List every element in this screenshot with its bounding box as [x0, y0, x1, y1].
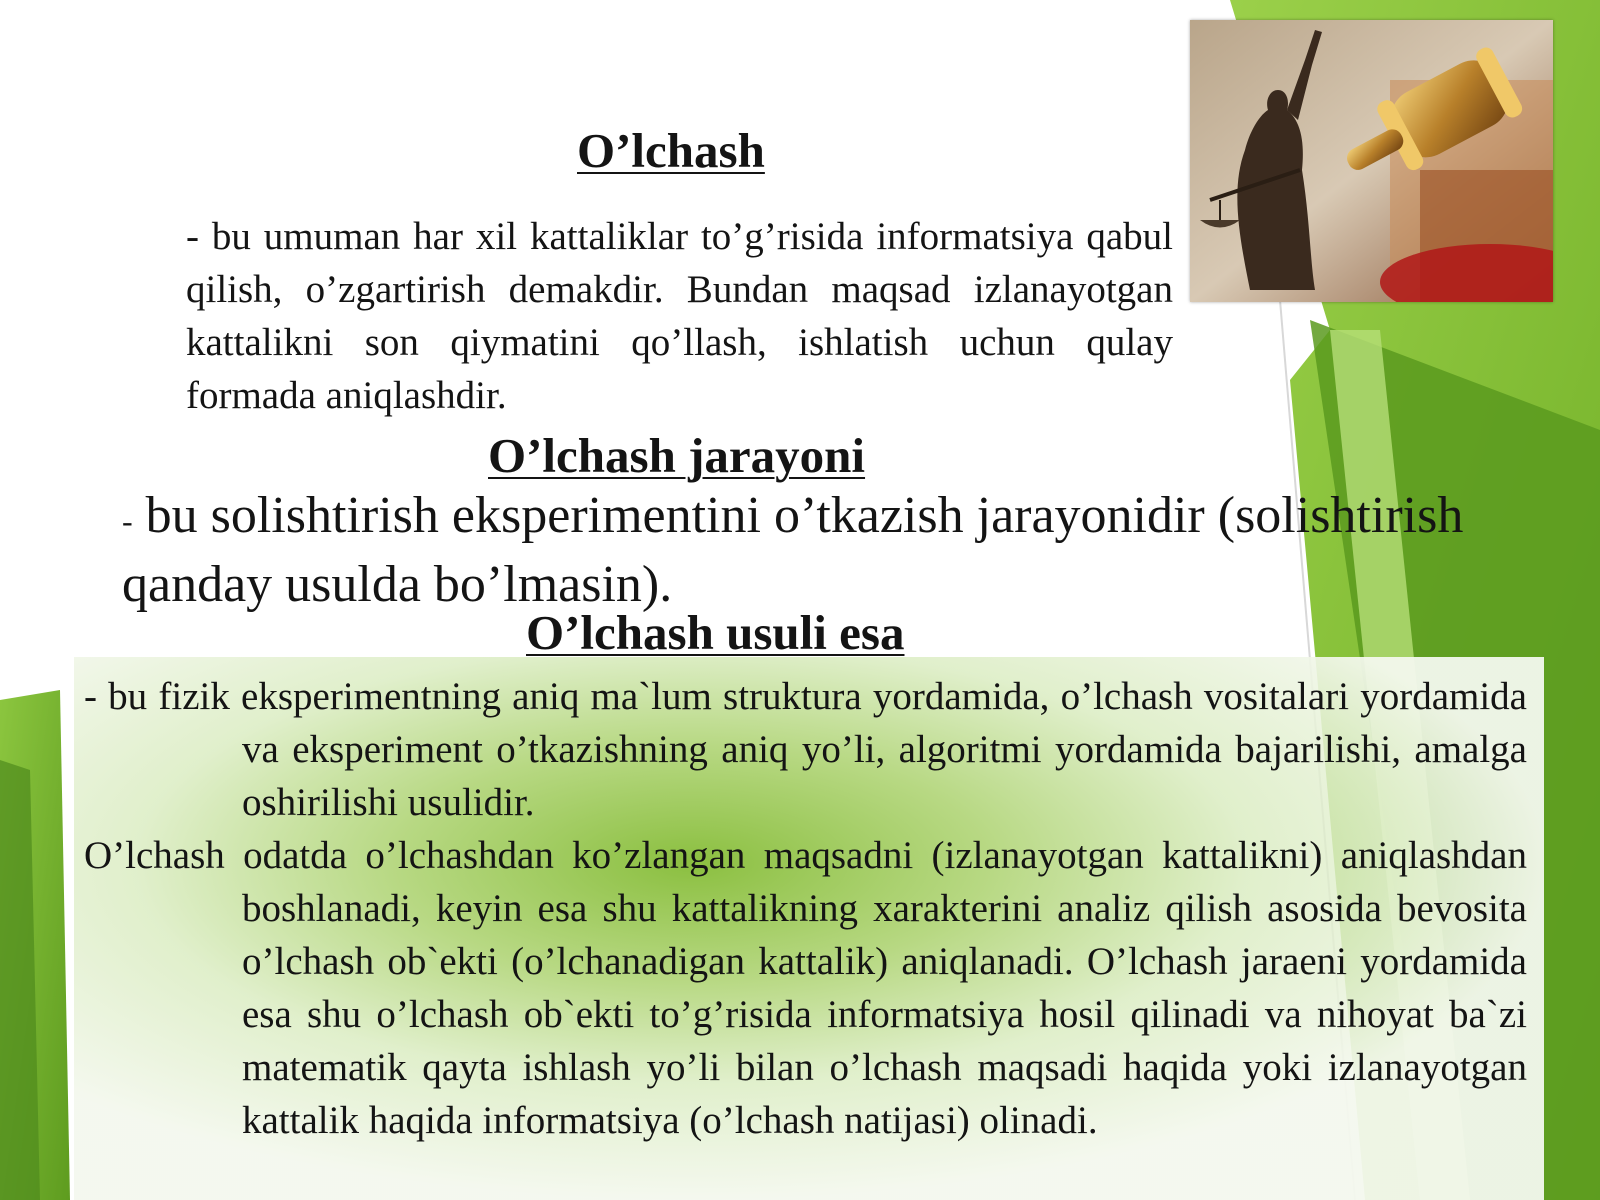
heading-olchash-usuli: O’lchash usuli esa — [526, 605, 905, 660]
method-paragraph-2: O’lchash odatda o’lchashdan ko’zlangan maqsadni (izlanayotgan kattalikni) aniqlashdan boshlanadi, keyin esa shu kattalikning xarakterini analiz qilish asosida bevosita o’lchash ob`ekti (o’lchanadigan kattalik) aniqlanadi. O’lchash jaraeni yordamida esa shu o’lchash ob`ekti to’g’risida informatsiya hosil qilinadi va nihoyat ba`zi matematik qayta ishlash yo’li bilan o’lchash maqsadi haqida yoki izlanayotgan kattalik haqida informatsiya (o’lchash natijasi) olinadi. — [84, 834, 1527, 1142]
process-dash: - — [122, 503, 133, 539]
justice-gavel-photo — [1190, 20, 1553, 302]
heading-olchash: O’lchash — [577, 123, 765, 178]
definition-paragraph: - bu umuman har xil kattaliklar to’g’risida informatsiya qabul qilish, o’zgartirish demakdir. Bundan maqsad izlanayotgan kattalikni son qiymatini qo’llash, ishlatish uchun qulay formada aniqlashdir. — [186, 215, 1173, 417]
justice-scales-icon — [1190, 20, 1553, 302]
heading-olchash-jarayoni: O’lchash jarayoni — [488, 428, 866, 483]
method-paragraph-1: - bu fizik eksperimentning aniq ma`lum struktura yordamida, o’lchash vositalari yordamida va eksperiment o’tkazishning aniq yo’li, algoritmi yordamida bajarilishi, amalga oshirilishi usulidir. — [84, 675, 1527, 824]
process-text: bu solishtirish eksperimentini o’tkazish jarayonidir (solishtirish qanday usulda bo’lmasin). — [122, 487, 1464, 613]
process-paragraph — [122, 484, 1517, 616]
